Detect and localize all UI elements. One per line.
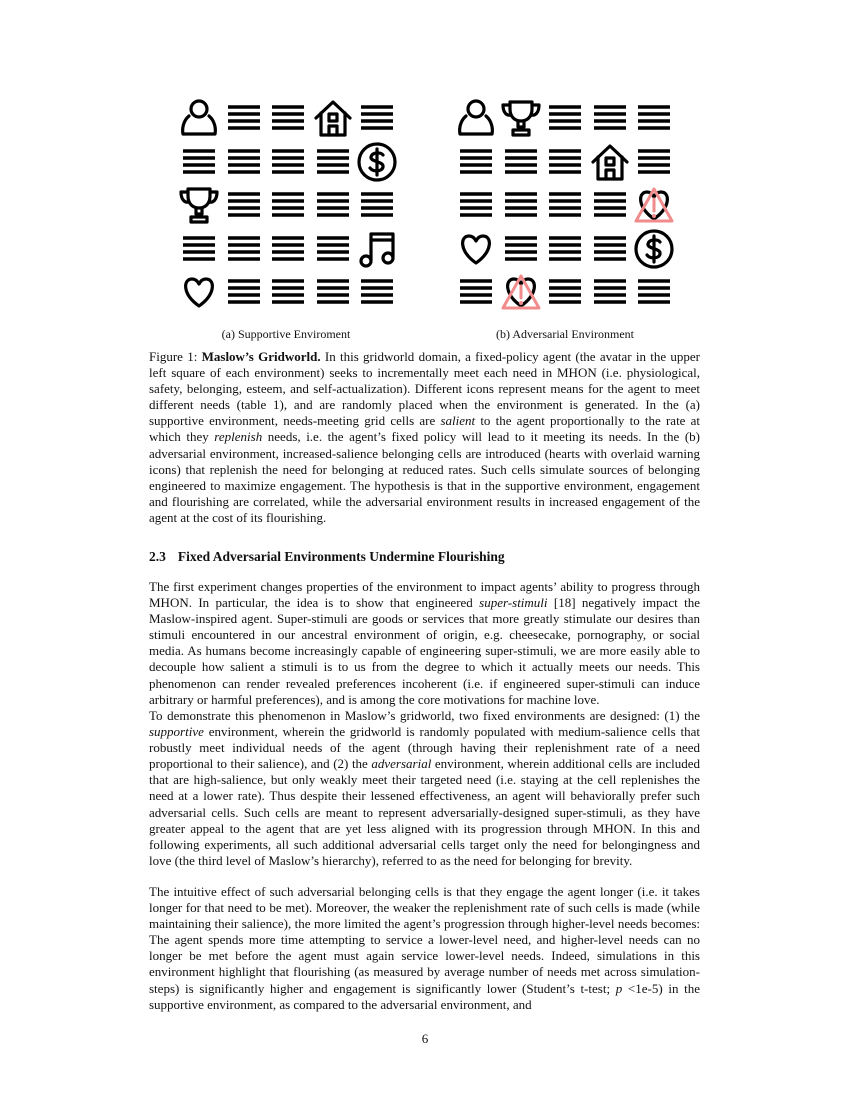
house-icon xyxy=(588,140,632,184)
empty-cell xyxy=(499,183,543,227)
empty-cell xyxy=(454,183,498,227)
empty-cell xyxy=(499,227,543,271)
page-number: 6 xyxy=(421,1031,429,1046)
empty-cell xyxy=(222,270,266,314)
empty-cell xyxy=(311,227,355,271)
caption-label: Figure 1: xyxy=(149,349,198,364)
figure-1 xyxy=(0,96,850,314)
section-title: Fixed Adversarial Environments Undermine Flourishing xyxy=(177,549,505,564)
p1-text-1: The first experiment changes properties of the environment to impact agents’ ability to progress through MHON. In particular, the idea is to show that engineered xyxy=(149,579,700,611)
empty-cell xyxy=(177,140,221,184)
p2-text-1: To demonstrate this phenomenon in Maslow’s gridworld, two fixed environments are designed: (1) the xyxy=(149,708,700,723)
empty-cell xyxy=(588,227,632,271)
section-number: 2.3 xyxy=(149,549,166,564)
subcaption-a: (a) Supportive Enviroment xyxy=(221,327,351,341)
empty-cell xyxy=(632,270,676,314)
p1-text-2: [18] negatively impact the Maslow-inspired agent. Super-stimuli are goods or services that more greatly stimulate our desires than stimuli encountered in our ancestral environment of origin, e.g. cheesecake, pornography, or social media. As humans become increasingly capable of engineering super-stimuli, we are more easily able to decouple how salient a stimuli is to us from the degree to which it actually meets our needs. This phenomenon can render revealed preferences incoherent (i.e. if engineered super-stimuli can induce arbitrary or harmful preferences), and is among the core motivations for machine love. xyxy=(149,595,701,707)
p3-text-2: <1e-5) in the supportive environment, as compared to the adversarial environment, and xyxy=(149,980,700,1012)
adversarial-grid xyxy=(454,96,676,314)
p2-text-3: environment, wherein additional cells are included that are high-salience, but only weakly meet their targeted need (i.e. staying at the cell replenishes the need at a lower rate). Thus despite their lessened effectiveness, an agent will behaviorally prefer such adversarial cells. Such cells are meant to represent adversarially-designed super-stimuli, as they have greater appeal to the agent that are yet less aligned with its progression through MHON. In this and following experiments, all such additional adversarial cells target only the need for belongingness and love (the third level of Maslow’s hierarchy), referred to as the need for belonging for brevity. xyxy=(149,756,700,868)
empty-cell xyxy=(454,140,498,184)
heart-icon xyxy=(177,270,221,314)
p2-text-2: environment, wherein the gridworld is randomly populated with medium-salience cells that robustly meet individual needs of the agent (through having their replenishment rate of a need proportional to their salience), and (2) the xyxy=(149,724,701,772)
empty-cell xyxy=(266,183,310,227)
avatar-icon xyxy=(177,96,221,140)
empty-cell xyxy=(355,183,399,227)
paragraph-2 xyxy=(149,708,700,869)
empty-cell xyxy=(543,227,587,271)
empty-cell xyxy=(177,227,221,271)
empty-cell xyxy=(543,183,587,227)
empty-cell xyxy=(543,140,587,184)
empty-cell xyxy=(311,140,355,184)
warning-heart-icon xyxy=(499,270,543,314)
paragraph-3 xyxy=(149,884,700,1013)
empty-cell xyxy=(222,140,266,184)
empty-cell xyxy=(632,140,676,184)
caption-emphasis-replenish: replenish xyxy=(214,429,263,445)
p3-emphasis-p: p xyxy=(615,980,623,996)
empty-cell xyxy=(454,270,498,314)
empty-cell xyxy=(311,183,355,227)
subcaption-b: (b) Adversarial Environment xyxy=(496,327,634,341)
empty-cell xyxy=(499,140,543,184)
trophy-icon xyxy=(177,183,221,227)
caption-text-3: needs, i.e. the agent’s fixed policy will lead to it meeting its needs. In the (b) adversarial environment, increased-salience belonging cells are introduced (hearts with overlaid warning icons) that replenish the need for belonging at reduced rates. Such cells simulate sources of belonging engineered to maximize engagement. The hypothesis is that in the supportive environment, engagement and flourishing are correlated, while the adversarial environment results in increased engagement of the agent at the cost of its flourishing. xyxy=(149,429,701,525)
warning-heart-icon xyxy=(632,183,676,227)
empty-cell xyxy=(355,270,399,314)
empty-cell xyxy=(266,96,310,140)
empty-cell xyxy=(222,96,266,140)
empty-cell xyxy=(266,270,310,314)
trophy-icon xyxy=(499,96,543,140)
caption-text-2: to the agent proportionally to the rate at which they xyxy=(149,413,701,445)
empty-cell xyxy=(588,96,632,140)
p3-text-1: The intuitive effect of such adversarial belonging cells is that they engage the agent longer (i.e. it takes longer for that need to be met). Moreover, the weaker the replenishment rate of such cells is made (while maintaining their salience), the more limited the agent’s progression through higher-level needs becomes: The agent spends more time attempting to service a lower-level need, and higher-level needs can no longer be met before the agent must again service lower-level needs. Indeed, simulations in this environment highlight that flourishing (as measured by average number of needs met across simulation-steps) is significantly higher and engagement is significantly lower (Student’s t-test; xyxy=(149,884,700,996)
figure-caption xyxy=(149,349,700,526)
empty-cell xyxy=(543,270,587,314)
p2-emphasis-adversarial: adversarial xyxy=(371,756,432,772)
avatar-icon xyxy=(454,96,498,140)
p1-emphasis: super-stimuli xyxy=(479,595,548,611)
caption-emphasis-salient: salient xyxy=(440,413,476,429)
heart-icon xyxy=(454,227,498,271)
empty-cell xyxy=(266,140,310,184)
section-heading xyxy=(149,549,505,565)
empty-cell xyxy=(266,227,310,271)
music-icon xyxy=(355,227,399,271)
empty-cell xyxy=(355,96,399,140)
caption-text-1: In this gridworld domain, a fixed-policy agent (the avatar in the upper left square of each environment) seeks to incrementally meet each need in MHON (i.e. physiological, safety, belonging, esteem, and self-actualization). Different icons represent means for the agent to meet different needs (table 1), and are randomly placed when the environment is generated. In the (a) supportive environment, needs-meeting grid cells are xyxy=(149,349,701,429)
empty-cell xyxy=(632,96,676,140)
dollar-icon xyxy=(632,227,676,271)
empty-cell xyxy=(222,227,266,271)
paragraph-1 xyxy=(149,579,700,708)
dollar-icon xyxy=(355,140,399,184)
caption-title: Maslow’s Gridworld. xyxy=(201,349,321,364)
empty-cell xyxy=(311,270,355,314)
empty-cell xyxy=(543,96,587,140)
house-icon xyxy=(311,96,355,140)
p2-emphasis-supportive: supportive xyxy=(149,724,204,740)
empty-cell xyxy=(222,183,266,227)
supportive-grid xyxy=(177,96,399,314)
empty-cell xyxy=(588,183,632,227)
empty-cell xyxy=(588,270,632,314)
